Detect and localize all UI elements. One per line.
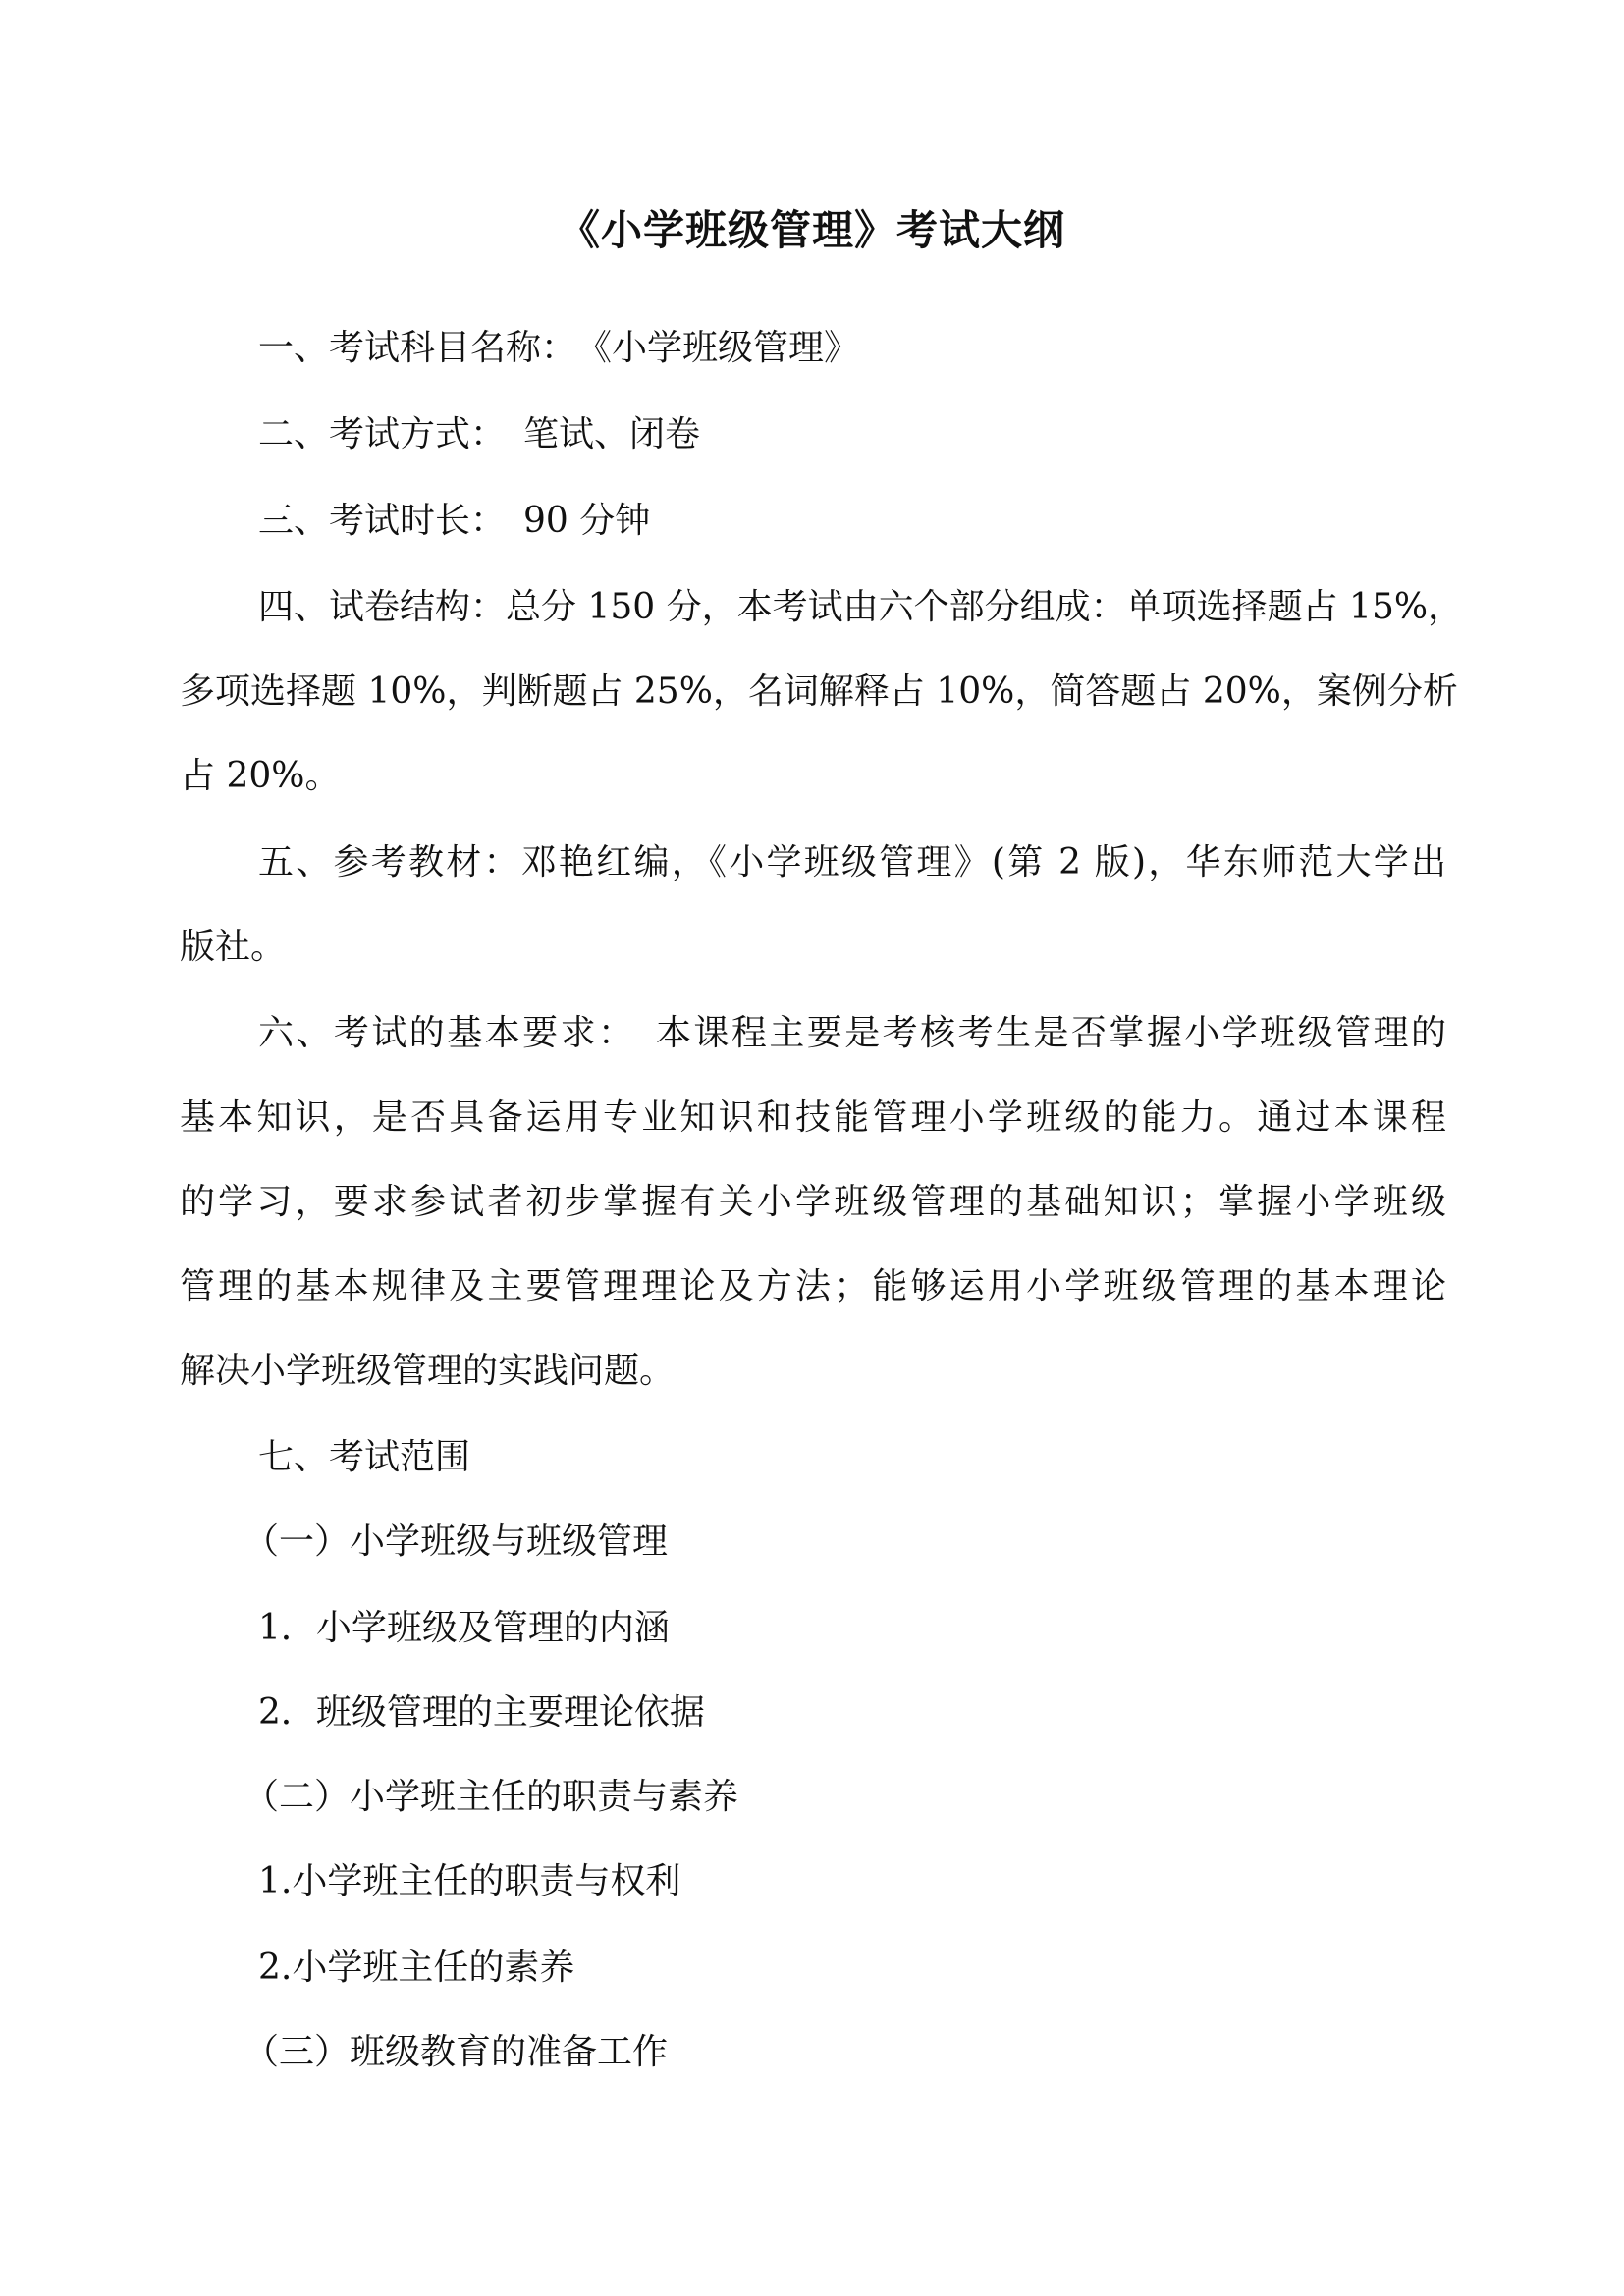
scope-part-1-item-2: 2．班级管理的主要理论依据 <box>258 1692 705 1733</box>
scope-part-2-item-2: 2.小学班主任的素养 <box>258 1948 575 1988</box>
section-requirements-line-3: 的学习，要求参试者初步掌握有关小学班级管理的基础知识；掌握小学班级 <box>180 1182 1446 1222</box>
section-requirements-line-1: 六、考试的基本要求： 本课程主要是考核考生是否掌握小学班级管理的 <box>258 1013 1446 1053</box>
section-requirements-line-4: 管理的基本规律及主要管理理论及方法；能够运用小学班级管理的基本理论 <box>180 1266 1446 1307</box>
section-exam-method: 二、考试方式： 笔试、闭卷 <box>258 414 701 454</box>
scope-part-1-item-1: 1．小学班级及管理的内涵 <box>258 1608 670 1648</box>
section-paper-structure-line-2: 多项选择题 10%，判断题占 25%，名词解释占 10%，简答题占 20%，案例分析 <box>180 671 1458 712</box>
scope-part-2-item-1: 1.小学班主任的职责与权利 <box>258 1861 681 1901</box>
section-paper-structure-line-3: 占 20%。 <box>180 756 341 796</box>
section-exam-duration: 三、考试时长： 90 分钟 <box>258 501 651 541</box>
section-paper-structure-line-1: 四、试卷结构：总分 150 分，本考试由六个部分组成：单项选择题占 15%， <box>258 587 1464 627</box>
section-exam-subject: 一、考试科目名称： 《小学班级管理》 <box>258 328 860 368</box>
scope-part-3: （三）班级教育的准备工作 <box>244 2032 669 2072</box>
section-textbook-line-1: 五、参考教材：邓艳红编，《小学班级管理》(第 2 版)，华东师范大学出 <box>258 842 1446 882</box>
document-title: 《小学班级管理》考试大纲 <box>558 206 1065 254</box>
section-requirements-line-2: 基本知识，是否具备运用专业知识和技能管理小学班级的能力。通过本课程 <box>180 1097 1446 1138</box>
section-exam-scope: 七、考试范围 <box>258 1437 471 1477</box>
scope-part-2: （二）小学班主任的职责与素养 <box>244 1777 739 1817</box>
scope-part-1: （一）小学班级与班级管理 <box>244 1522 669 1562</box>
section-requirements-line-5: 解决小学班级管理的实践问题。 <box>180 1351 676 1391</box>
section-textbook-line-2: 版社。 <box>180 927 287 967</box>
